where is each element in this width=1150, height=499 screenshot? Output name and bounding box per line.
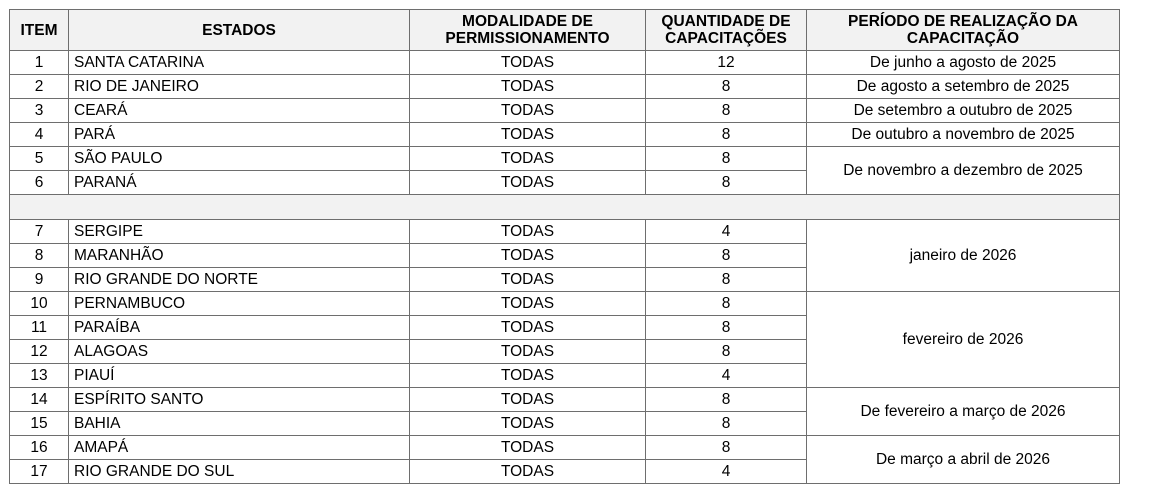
cell-item: 12 (10, 340, 69, 364)
separator-row (10, 195, 1120, 220)
cell-estado: PARAÍBA (69, 316, 410, 340)
table-row (10, 436, 1120, 460)
header-estados: ESTADOS (69, 10, 410, 51)
cell-periodo: De setembro a outubro de 2025 (807, 99, 1120, 123)
cell-modalidade: TODAS (410, 99, 646, 123)
cell-periodo: De março a abril de 2026 (807, 436, 1120, 484)
cell-periodo: janeiro de 2026 (807, 220, 1120, 292)
cell-estado: PARÁ (69, 123, 410, 147)
header-periodo-line2: CAPACITAÇÃO (906, 30, 1020, 47)
cell-item: 1 (10, 51, 69, 75)
capacitacoes-table (9, 9, 1120, 484)
cell-periodo: fevereiro de 2026 (807, 292, 1120, 388)
table-row (10, 123, 1120, 147)
cell-item: 16 (10, 436, 69, 460)
cell-modalidade: TODAS (410, 244, 646, 268)
cell-modalidade: TODAS (410, 364, 646, 388)
table-row (10, 388, 1120, 412)
cell-estado: ALAGOAS (69, 340, 410, 364)
cell-item: 13 (10, 364, 69, 388)
cell-item: 11 (10, 316, 69, 340)
cell-modalidade: TODAS (410, 412, 646, 436)
cell-quantidade: 8 (646, 268, 807, 292)
cell-modalidade: TODAS (410, 436, 646, 460)
cell-estado: SANTA CATARINA (69, 51, 410, 75)
table-row (10, 99, 1120, 123)
cell-estado: SERGIPE (69, 220, 410, 244)
header-periodo (807, 10, 1120, 51)
cell-item: 3 (10, 99, 69, 123)
cell-quantidade: 4 (646, 220, 807, 244)
cell-modalidade: TODAS (410, 75, 646, 99)
cell-quantidade: 8 (646, 292, 807, 316)
cell-item: 5 (10, 147, 69, 171)
header-row (10, 10, 1120, 51)
cell-modalidade: TODAS (410, 268, 646, 292)
cell-quantidade: 8 (646, 147, 807, 171)
cell-quantidade: 8 (646, 244, 807, 268)
cell-item: 17 (10, 460, 69, 484)
cell-estado: PARANÁ (69, 171, 410, 195)
cell-quantidade: 8 (646, 340, 807, 364)
cell-quantidade: 8 (646, 75, 807, 99)
cell-quantidade: 8 (646, 412, 807, 436)
cell-modalidade: TODAS (410, 123, 646, 147)
cell-periodo: De junho a agosto de 2025 (807, 51, 1120, 75)
cell-periodo: De outubro a novembro de 2025 (807, 123, 1120, 147)
cell-modalidade: TODAS (410, 388, 646, 412)
cell-modalidade: TODAS (410, 220, 646, 244)
cell-estado: ESPÍRITO SANTO (69, 388, 410, 412)
cell-modalidade: TODAS (410, 292, 646, 316)
cell-quantidade: 8 (646, 436, 807, 460)
header-modalidade-line2: PERMISSIONAMENTO (445, 30, 610, 47)
cell-periodo: De agosto a setembro de 2025 (807, 75, 1120, 99)
table-row (10, 51, 1120, 75)
cell-estado: SÃO PAULO (69, 147, 410, 171)
cell-item: 9 (10, 268, 69, 292)
cell-periodo: De novembro a dezembro de 2025 (807, 147, 1120, 195)
cell-modalidade: TODAS (410, 316, 646, 340)
table-row (10, 292, 1120, 316)
table-row (10, 75, 1120, 99)
cell-periodo: De fevereiro a março de 2026 (807, 388, 1120, 436)
header-quantidade-line2: CAPACITAÇÕES (665, 30, 787, 47)
cell-estado: PERNAMBUCO (69, 292, 410, 316)
cell-estado: RIO GRANDE DO SUL (69, 460, 410, 484)
cell-quantidade: 8 (646, 316, 807, 340)
cell-estado: BAHIA (69, 412, 410, 436)
cell-modalidade: TODAS (410, 51, 646, 75)
table-row (10, 220, 1120, 244)
cell-item: 10 (10, 292, 69, 316)
cell-estado: RIO GRANDE DO NORTE (69, 268, 410, 292)
cell-item: 7 (10, 220, 69, 244)
header-quantidade (646, 10, 807, 51)
cell-quantidade: 8 (646, 99, 807, 123)
cell-estado: RIO DE JANEIRO (69, 75, 410, 99)
cell-quantidade: 8 (646, 171, 807, 195)
header-modalidade-line1: MODALIDADE DE (462, 13, 593, 30)
cell-quantidade: 4 (646, 460, 807, 484)
cell-modalidade: TODAS (410, 460, 646, 484)
cell-estado: PIAUÍ (69, 364, 410, 388)
cell-quantidade: 12 (646, 51, 807, 75)
cell-item: 2 (10, 75, 69, 99)
cell-item: 14 (10, 388, 69, 412)
cell-item: 8 (10, 244, 69, 268)
cell-quantidade: 8 (646, 388, 807, 412)
header-modalidade (410, 10, 646, 51)
cell-quantidade: 8 (646, 123, 807, 147)
separator-cell (10, 195, 1120, 220)
cell-item: 4 (10, 123, 69, 147)
cell-item: 15 (10, 412, 69, 436)
cell-item: 6 (10, 171, 69, 195)
cell-estado: CEARÁ (69, 99, 410, 123)
cell-modalidade: TODAS (410, 171, 646, 195)
header-periodo-line1: PERÍODO DE REALIZAÇÃO DA (848, 13, 1078, 30)
header-item: ITEM (10, 10, 69, 51)
cell-quantidade: 4 (646, 364, 807, 388)
cell-modalidade: TODAS (410, 147, 646, 171)
cell-estado: MARANHÃO (69, 244, 410, 268)
cell-estado: AMAPÁ (69, 436, 410, 460)
table-row (10, 147, 1120, 171)
cell-modalidade: TODAS (410, 340, 646, 364)
header-quantidade-line1: QUANTIDADE DE (661, 13, 791, 30)
